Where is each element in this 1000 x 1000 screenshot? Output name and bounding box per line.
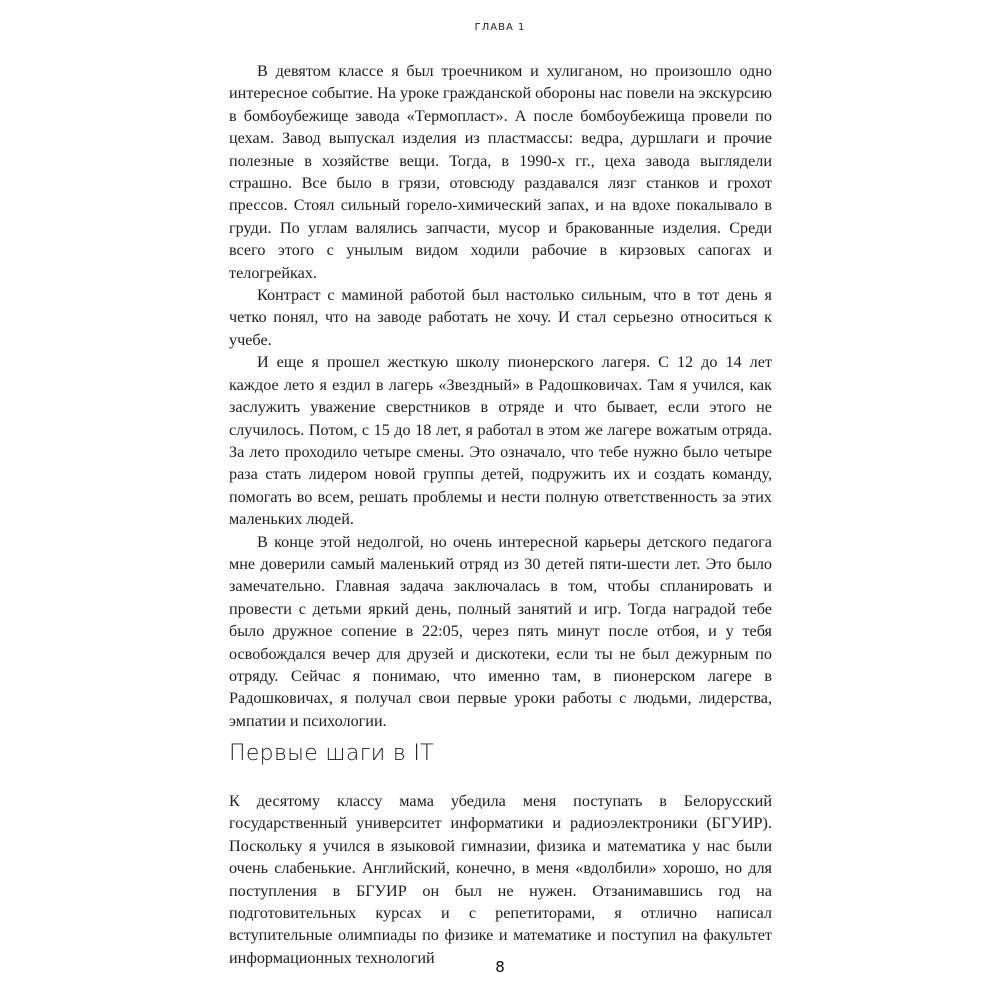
running-head: ГЛАВА 1 [474,22,526,33]
section-heading: Первые шаги в IT [229,741,434,766]
page-number: 8 [495,958,505,976]
paragraph: В девятом классе я был троечником и хулиганом, но произошло одно интересное событие. На уроке гражданской обороны нас повели на экскурсию в бомбоубежище завода «Термопласт». А после бомбоубежища провели по цехам. Завод выпускал изделия из пластмассы: ведра, дуршлаги и прочие полезные в хозяйстве вещи. Тогда, в 1990-х гг., цеха завода выглядели страшно. Все было в грязи, отовсюду раздавался лязг станков и грохот прессов. Стоял сильный горело-химический запах, и на вдохе покалывало в груди. По углам валялись запчасти, мусор и бракованные изделия. Среди всего этого с унылым видом ходили рабочие в кирзовых сапогах и телогрейках. [229,62,772,282]
section-body-text [229,790,772,969]
body-text [229,60,772,732]
paragraph: Контраст с маминой работой был настолько сильным, что в тот день я четко понял, что на заводе работать не хочу. И стал серьезно относиться к учебе. [229,286,772,349]
paragraph: И еще я прошел жесткую школу пионерского лагеря. С 12 до 14 лет каждое лето я ездил в лагерь «Звездный» в Радошковичах. Там я учился, как заслужить уважение сверстников в отряде и что бывает, если этого не случилось. Потом, с 15 до 18 лет, я работал в этом же лагере вожатым отряда. За лето проходило четыре смены. Это означало, что тебе нужно было четыре раза стать лидером новой группы детей, подружить их и создать команду, помогать во всем, решать проблемы и нести полную ответственность за этих маленьких людей. [229,353,772,529]
paragraph: К десятому классу мама убедила меня поступать в Белорусский государственный университет информатики и радиоэлектроники (БГУИР). Поскольку я учился в языковой гимназии, физика и математика у нас были очень слабенькие. Английский, конечно, в меня «вдолбили» хорошо, но для поступления в БГУИР он был не нужен. Отзанимавшись год на подготовительных курсах и с репетиторами, я отлично написал вступительные олимпиады по физике и математике и поступил на факультет информационных технологий [229,792,772,967]
paragraph: В конце этой недолгой, но очень интересной карьеры детского педагога мне доверили самый маленький отряд из 30 детей пяти-шести лет. Это было замечательно. Главная задача заключалась в том, чтобы спланировать и провести с детьми яркий день, полный занятий и игр. Тогда наградой тебе было дружное сопение в 22:05, через пять минут после отбоя, и у тебя освобождался вечер для друзей и дискотеки, если ты не был дежурным по отряду. Сейчас я понимаю, что именно там, в пионерском лагере в Радошковичах, я получал свои первые уроки работы с людьми, лидерства, эмпатии и психологии. [229,532,772,730]
